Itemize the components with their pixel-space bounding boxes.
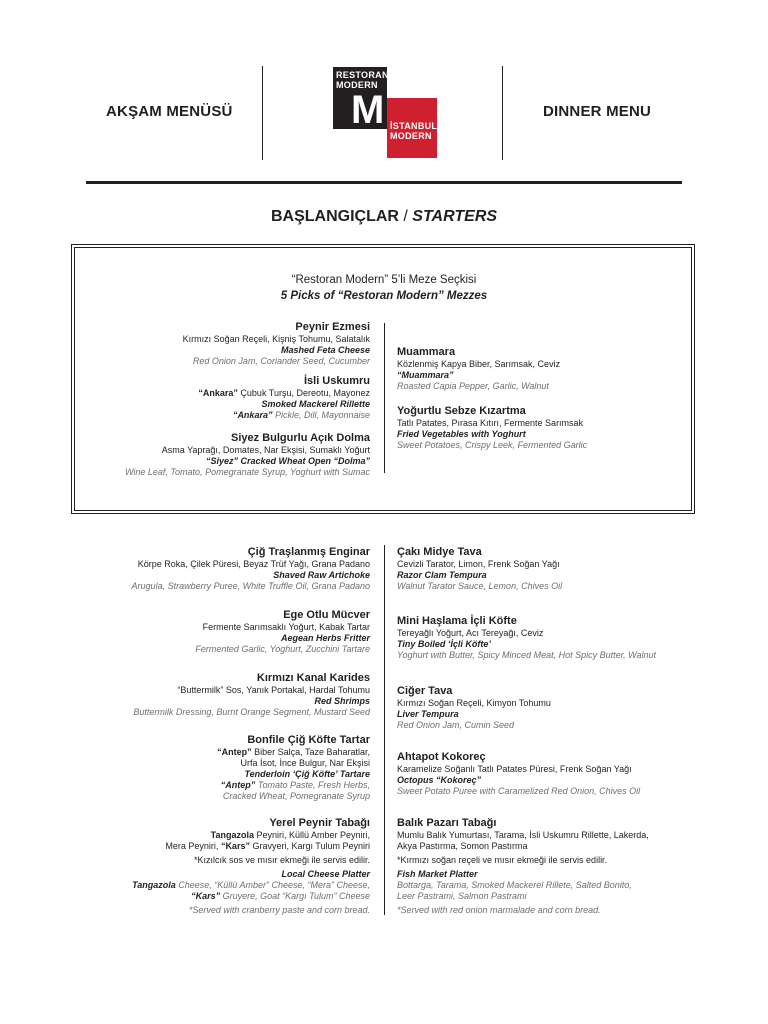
logo-line3: İSTANBUL — [390, 121, 438, 131]
item-desc-en-bold: “Antep” — [220, 780, 256, 790]
section-title-sep: / — [398, 208, 413, 225]
item-name-en: Local Cheese Platter — [281, 869, 370, 879]
item-note-en: *Served with red onion marmalade and corn bread. — [397, 905, 601, 915]
item-name-en: Smoked Mackerel Rillette — [261, 399, 370, 409]
item-desc-en: Yoghurt with Butter, Spicy Minced Meat, Hot Spicy Butter, Walnut — [397, 650, 656, 660]
menu-item — [397, 614, 656, 661]
item-desc-en: Walnut Tarator Sauce, Lemon, Chives Oil — [397, 581, 563, 591]
item-name-en: “Muammara” — [397, 370, 454, 380]
item-desc-tr: Peyniri, Küllü Amber Peyniri, — [253, 830, 370, 840]
item-name: Yoğurtlu Sebze Kızartma — [397, 405, 526, 417]
item-desc-en-2: Leer Pastrami, Salmon Pastrami — [397, 891, 527, 901]
item-name-en: Fish Market Platter — [397, 869, 478, 879]
logo-line4: MODERN — [390, 131, 432, 141]
item-desc-tr: Körpe Roka, Çilek Püresi, Beyaz Trüf Yağı, Grana Padano — [137, 559, 370, 569]
mezze-item — [125, 431, 370, 478]
item-name: Ciğer Tava — [397, 685, 453, 697]
item-desc-tr-bold: Tangazola — [210, 830, 254, 840]
item-name: Ahtapot Kokoreç — [397, 751, 486, 763]
section-title-en: STARTERS — [412, 208, 498, 225]
item-desc-tr: Asma Yaprağı, Domates, Nar Ekşisi, Sumaklı Yoğurt — [161, 445, 370, 455]
header-divider-right — [502, 66, 503, 160]
item-desc-tr: Fermente Sarımsaklı Yoğurt, Kabak Tartar — [202, 622, 370, 632]
item-name: Ege Otlu Mücver — [283, 609, 370, 621]
item-desc-en: Red Onion Jam, Cumin Seed — [397, 720, 515, 730]
item-desc-tr-2b: Gravyeri, Kargı Tulum Peyniri — [249, 841, 370, 851]
section-title — [0, 208, 768, 226]
menu-item — [397, 545, 562, 592]
list-divider — [384, 545, 385, 915]
item-name-en: Aegean Herbs Fritter — [280, 633, 370, 643]
item-desc-en-2-bold: “Kars” — [191, 891, 221, 901]
item-desc-tr: “Buttermilk” Sos, Yanık Portakal, Hardal Tohumu — [177, 685, 370, 695]
menu-item — [397, 750, 640, 797]
mezze-item — [397, 404, 587, 451]
item-name: Siyez Bulgurlu Açık Dolma — [231, 432, 370, 444]
item-desc-tr: Kırmızı Soğan Reçeli, Kişniş Tohumu, Salatalık — [182, 334, 370, 344]
item-name: Bonfile Çiğ Köfte Tartar — [247, 734, 370, 746]
section-title-tr: BAŞLANGIÇLAR — [270, 208, 399, 225]
item-name: Muammara — [397, 346, 456, 358]
mezze-title-tr: “Restoran Modern” 5’li Meze Seçkisi — [291, 274, 477, 286]
item-name-en: Tiny Boiled ‘İçli Köfte’ — [397, 639, 491, 649]
item-desc-tr: Cevizli Tarator, Limon, Frenk Soğan Yağı — [397, 559, 560, 569]
mezze-item — [198, 374, 370, 421]
item-desc-en: Buttermilk Dressing, Burnt Orange Segment, Mustard Seed — [133, 707, 370, 717]
header-divider-left — [262, 66, 263, 160]
item-name: Peynir Ezmesi — [295, 321, 370, 333]
item-desc-en: Tomato Paste, Fresh Herbs, — [255, 780, 370, 790]
item-desc-en: Wine Leaf, Tomato, Pomegranate Syrup, Yoghurt with Sumac — [124, 467, 370, 477]
item-name: Mini Haşlama İçli Köfte — [397, 615, 517, 627]
item-desc-tr: Karamelize Soğanlı Tatlı Patates Püresi, Frenk Soğan Yağı — [397, 764, 632, 774]
item-desc-tr: Biber Salça, Taze Baharatlar, — [251, 747, 370, 757]
item-name-en: “Siyez” Cracked Wheat Open “Dolma” — [205, 456, 370, 466]
mezze-item — [397, 345, 560, 392]
header-title-en: DINNER MENU — [543, 103, 652, 120]
menu-item — [132, 816, 370, 916]
item-name: Çakı Midye Tava — [397, 546, 482, 558]
item-desc-en: Fermented Garlic, Yoghurt, Zucchini Tartare — [195, 644, 370, 654]
item-name-en: Red Shrimps — [314, 696, 370, 706]
item-desc-en: Arugula, Strawberry Puree, White Truffle Oil, Grana Padano — [131, 581, 370, 591]
item-name-en: Tenderloin ‘Çiğ Köfte’ Tartare — [244, 769, 370, 779]
item-name: Yerel Peynir Tabağı — [269, 817, 370, 829]
item-name-en: Fried Vegetables with Yoghurt — [397, 429, 526, 439]
mezze-divider — [384, 323, 385, 473]
item-name-en: Octopus “Kokoreç” — [397, 775, 482, 785]
item-desc-tr-bold: “Antep” — [217, 747, 252, 757]
mezze-title-en: 5 Picks of “Restoran Modern” Mezzes — [280, 290, 488, 302]
item-name-en: Liver Tempura — [397, 709, 459, 719]
logo-line1: RESTORAN — [336, 70, 389, 80]
menu-item — [397, 684, 551, 731]
item-name-en: Shaved Raw Artichoke — [273, 570, 370, 580]
item-desc-tr-bold: “Ankara” — [198, 388, 238, 398]
item-desc-en-2: Cracked Wheat, Pomegranate Syrup — [222, 791, 370, 801]
menu-item — [217, 733, 370, 802]
item-note-tr: *Kızılcık sos ve mısır ekmeği ile servis edilir. — [193, 855, 370, 865]
header-title-tr: AKŞAM MENÜSÜ — [106, 103, 233, 120]
item-desc-tr: Közlenmiş Kapya Biber, Sarımsak, Ceviz — [397, 359, 561, 369]
item-desc-tr-2: Akya Pastırma, Somon Pastırma — [397, 841, 528, 851]
item-desc-en-bold: “Ankara” — [232, 410, 273, 420]
item-desc-tr: Mumlu Balık Yumurtası, Tarama, İsli Uskumru Rillette, Lakerda, — [397, 830, 649, 840]
item-name: İsli Uskumru — [303, 375, 370, 387]
menu-item — [133, 671, 370, 718]
item-desc-tr-2a: Mera Peyniri, — [165, 841, 221, 851]
item-desc-en-2: Gruyere, Goat “Kargı Tulum” Cheese — [220, 891, 370, 901]
menu-item — [195, 608, 370, 655]
item-desc-en: Bottarga, Tarama, Smoked Mackerel Rillete, Salted Bonito, — [397, 880, 632, 890]
item-desc-tr-2: Urfa İsot, İnce Bulgur, Nar Ekşisi — [240, 758, 370, 768]
item-desc-tr: Tatlı Patates, Pırasa Kıtırı, Fermente Sarımsak — [397, 418, 584, 428]
item-name: Kırmızı Kanal Karides — [256, 672, 370, 684]
item-name: Balık Pazarı Tabağı — [397, 817, 497, 829]
item-desc-en: Roasted Capia Pepper, Garlic, Walnut — [397, 381, 549, 391]
item-name-en: Mashed Feta Cheese — [280, 345, 370, 355]
item-desc-en: Sweet Potatoes, Crispy Leek, Fermented Garlic — [397, 440, 588, 450]
mezze-item — [183, 320, 370, 367]
item-desc-en: Pickle, Dill, Mayonnaise — [272, 410, 370, 420]
item-name-en: Razor Clam Tempura — [397, 570, 487, 580]
item-desc-en: Cheese, “Küllü Amber” Cheese, “Mera” Cheese, — [175, 880, 370, 890]
item-note-en: *Served with cranberry paste and corn bread. — [188, 905, 370, 915]
item-desc-en: Red Onion Jam, Coriander Seed, Cucumber — [192, 356, 370, 366]
item-desc-tr-2-bold: “Kars” — [220, 841, 250, 851]
menu-item — [397, 816, 649, 916]
item-desc-en-bold: Tangazola — [132, 880, 176, 890]
item-desc-tr: Çubuk Turşu, Dereotu, Mayonez — [237, 388, 370, 398]
menu-item — [132, 545, 370, 592]
header-rule — [86, 181, 682, 184]
item-note-tr: *Kırmızı soğan reçeli ve mısır ekmeği ile servis edilir. — [397, 855, 608, 865]
item-desc-tr: Tereyağlı Yoğurt, Acı Tereyağı, Ceviz — [397, 628, 544, 638]
logo-letter: M — [351, 88, 385, 132]
item-desc-en: Sweet Potato Puree with Caramelized Red Onion, Chives Oil — [397, 786, 641, 796]
item-desc-tr: Kırmızı Soğan Reçeli, Kimyon Tohumu — [397, 698, 551, 708]
logo-line2: MODERN — [336, 80, 378, 90]
item-name: Çiğ Traşlanmış Enginar — [247, 546, 370, 558]
